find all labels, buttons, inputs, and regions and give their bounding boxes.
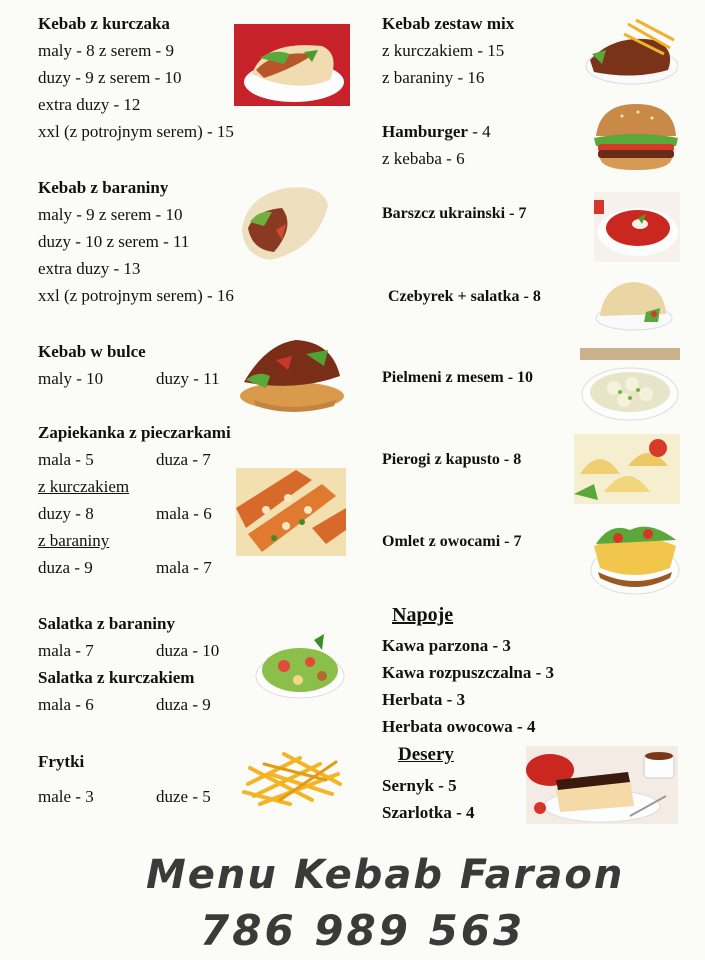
- section-desery: [382, 772, 475, 826]
- price-line: z kebaba - 6: [382, 149, 465, 168]
- kebab-bun-photo: [236, 330, 348, 412]
- price-large: duza - 10: [156, 641, 220, 660]
- item-title: Kebab z kurczaka: [38, 14, 170, 33]
- price-line: duzy - 9 z serem - 10: [38, 68, 182, 87]
- kebab-lamb-photo: [236, 180, 332, 264]
- price-large: duza - 7: [156, 450, 211, 469]
- section-kebab-kurczak: [38, 10, 234, 145]
- section-kebab-baranina: [38, 174, 234, 309]
- drink-item: Kawa parzona - 3: [382, 636, 511, 655]
- price-large: duze - 5: [156, 787, 211, 806]
- item-title: Zapiekanka z pieczarkami: [38, 423, 231, 442]
- section-kebab-zestaw: [382, 10, 514, 91]
- zapiekanka-photo: [236, 468, 346, 556]
- item-title: Kebab w bulce: [38, 342, 146, 361]
- hamburger-photo: [592, 100, 680, 174]
- dessert-item: Sernyk - 5: [382, 776, 457, 795]
- restaurant-name: Menu Kebab Faraon: [146, 852, 625, 898]
- price-line: extra duzy - 12: [38, 95, 141, 114]
- price-line: extra duzy - 13: [38, 259, 141, 278]
- item-czebyrek: Czebyrek + salatka - 8: [388, 288, 541, 305]
- item-pielmeni: Pielmeni z mesem - 10: [382, 369, 534, 386]
- section-hamburger: [382, 118, 491, 172]
- kebab-chicken-photo: [234, 24, 350, 106]
- borscht-photo: [594, 192, 680, 262]
- item-title: Kebab zestaw mix: [382, 14, 515, 33]
- phone-number: 786 989 563: [200, 906, 526, 955]
- section-zapiekanka: [38, 419, 268, 581]
- section-title-napoje: Napoje: [392, 604, 454, 626]
- item-title: Kebab z baraniny: [38, 178, 169, 197]
- price-small: mala - 6: [156, 504, 212, 523]
- item-title: Frytki: [38, 752, 85, 771]
- price-line: z kurczakiem - 15: [382, 41, 505, 60]
- variant-label: z kurczakiem: [38, 477, 130, 496]
- price-large: duza - 9: [38, 558, 93, 577]
- price-small: mala - 5: [38, 450, 94, 469]
- price-small: mala - 7: [38, 641, 94, 660]
- item-omlet: Omlet z owocami - 7: [382, 533, 522, 550]
- salad-photo: [254, 632, 346, 702]
- price-line: xxl (z potrojnym serem) - 16: [38, 286, 234, 305]
- price-large: duza - 9: [156, 695, 211, 714]
- omelette-photo: [590, 518, 680, 600]
- item-title: Salatka z baraniny: [38, 614, 175, 633]
- drink-item: Herbata - 3: [382, 690, 466, 709]
- dessert-item: Szarlotka - 4: [382, 803, 475, 822]
- price-line: z baraniny - 16: [382, 68, 485, 87]
- price-line: maly - 9 z serem - 10: [38, 205, 183, 224]
- item-pierogi: Pierogi z kapusto - 8: [382, 451, 522, 468]
- price-small: mala - 7: [156, 558, 212, 577]
- czebyrek-photo: [594, 278, 674, 332]
- pierogi-photo: [574, 434, 680, 504]
- item-barszcz: Barszcz ukrainski - 7: [382, 205, 527, 222]
- section-title-desery: Desery: [398, 744, 454, 765]
- fries-photo: [240, 744, 348, 810]
- variant-label: z baraniny: [38, 531, 110, 550]
- price-small: mala - 6: [38, 695, 94, 714]
- price-small: maly - 10: [38, 369, 104, 388]
- price-large: duzy - 8: [38, 504, 94, 523]
- dessert-photo: [526, 746, 678, 824]
- drink-item: Kawa rozpuszczalna - 3: [382, 663, 555, 682]
- item-title: Hamburger: [382, 122, 468, 141]
- drink-item: Herbata owocowa - 4: [382, 717, 536, 736]
- section-napoje: [382, 632, 554, 740]
- price-line: xxl (z potrojnym serem) - 15: [38, 122, 234, 141]
- item-title: Salatka z kurczakiem: [38, 668, 195, 687]
- price-line: maly - 8 z serem - 9: [38, 41, 174, 60]
- price-line: duzy - 10 z serem - 11: [38, 232, 190, 251]
- pielmeni-photo: [580, 348, 680, 424]
- section-salatki: [38, 610, 268, 718]
- price-small: male - 3: [38, 787, 94, 806]
- price-large: duzy - 11: [156, 369, 220, 388]
- section-kebab-bulka: [38, 338, 268, 392]
- kebab-set-photo: [584, 14, 680, 88]
- section-frytki: [38, 748, 268, 810]
- item-price: - 4: [467, 122, 491, 141]
